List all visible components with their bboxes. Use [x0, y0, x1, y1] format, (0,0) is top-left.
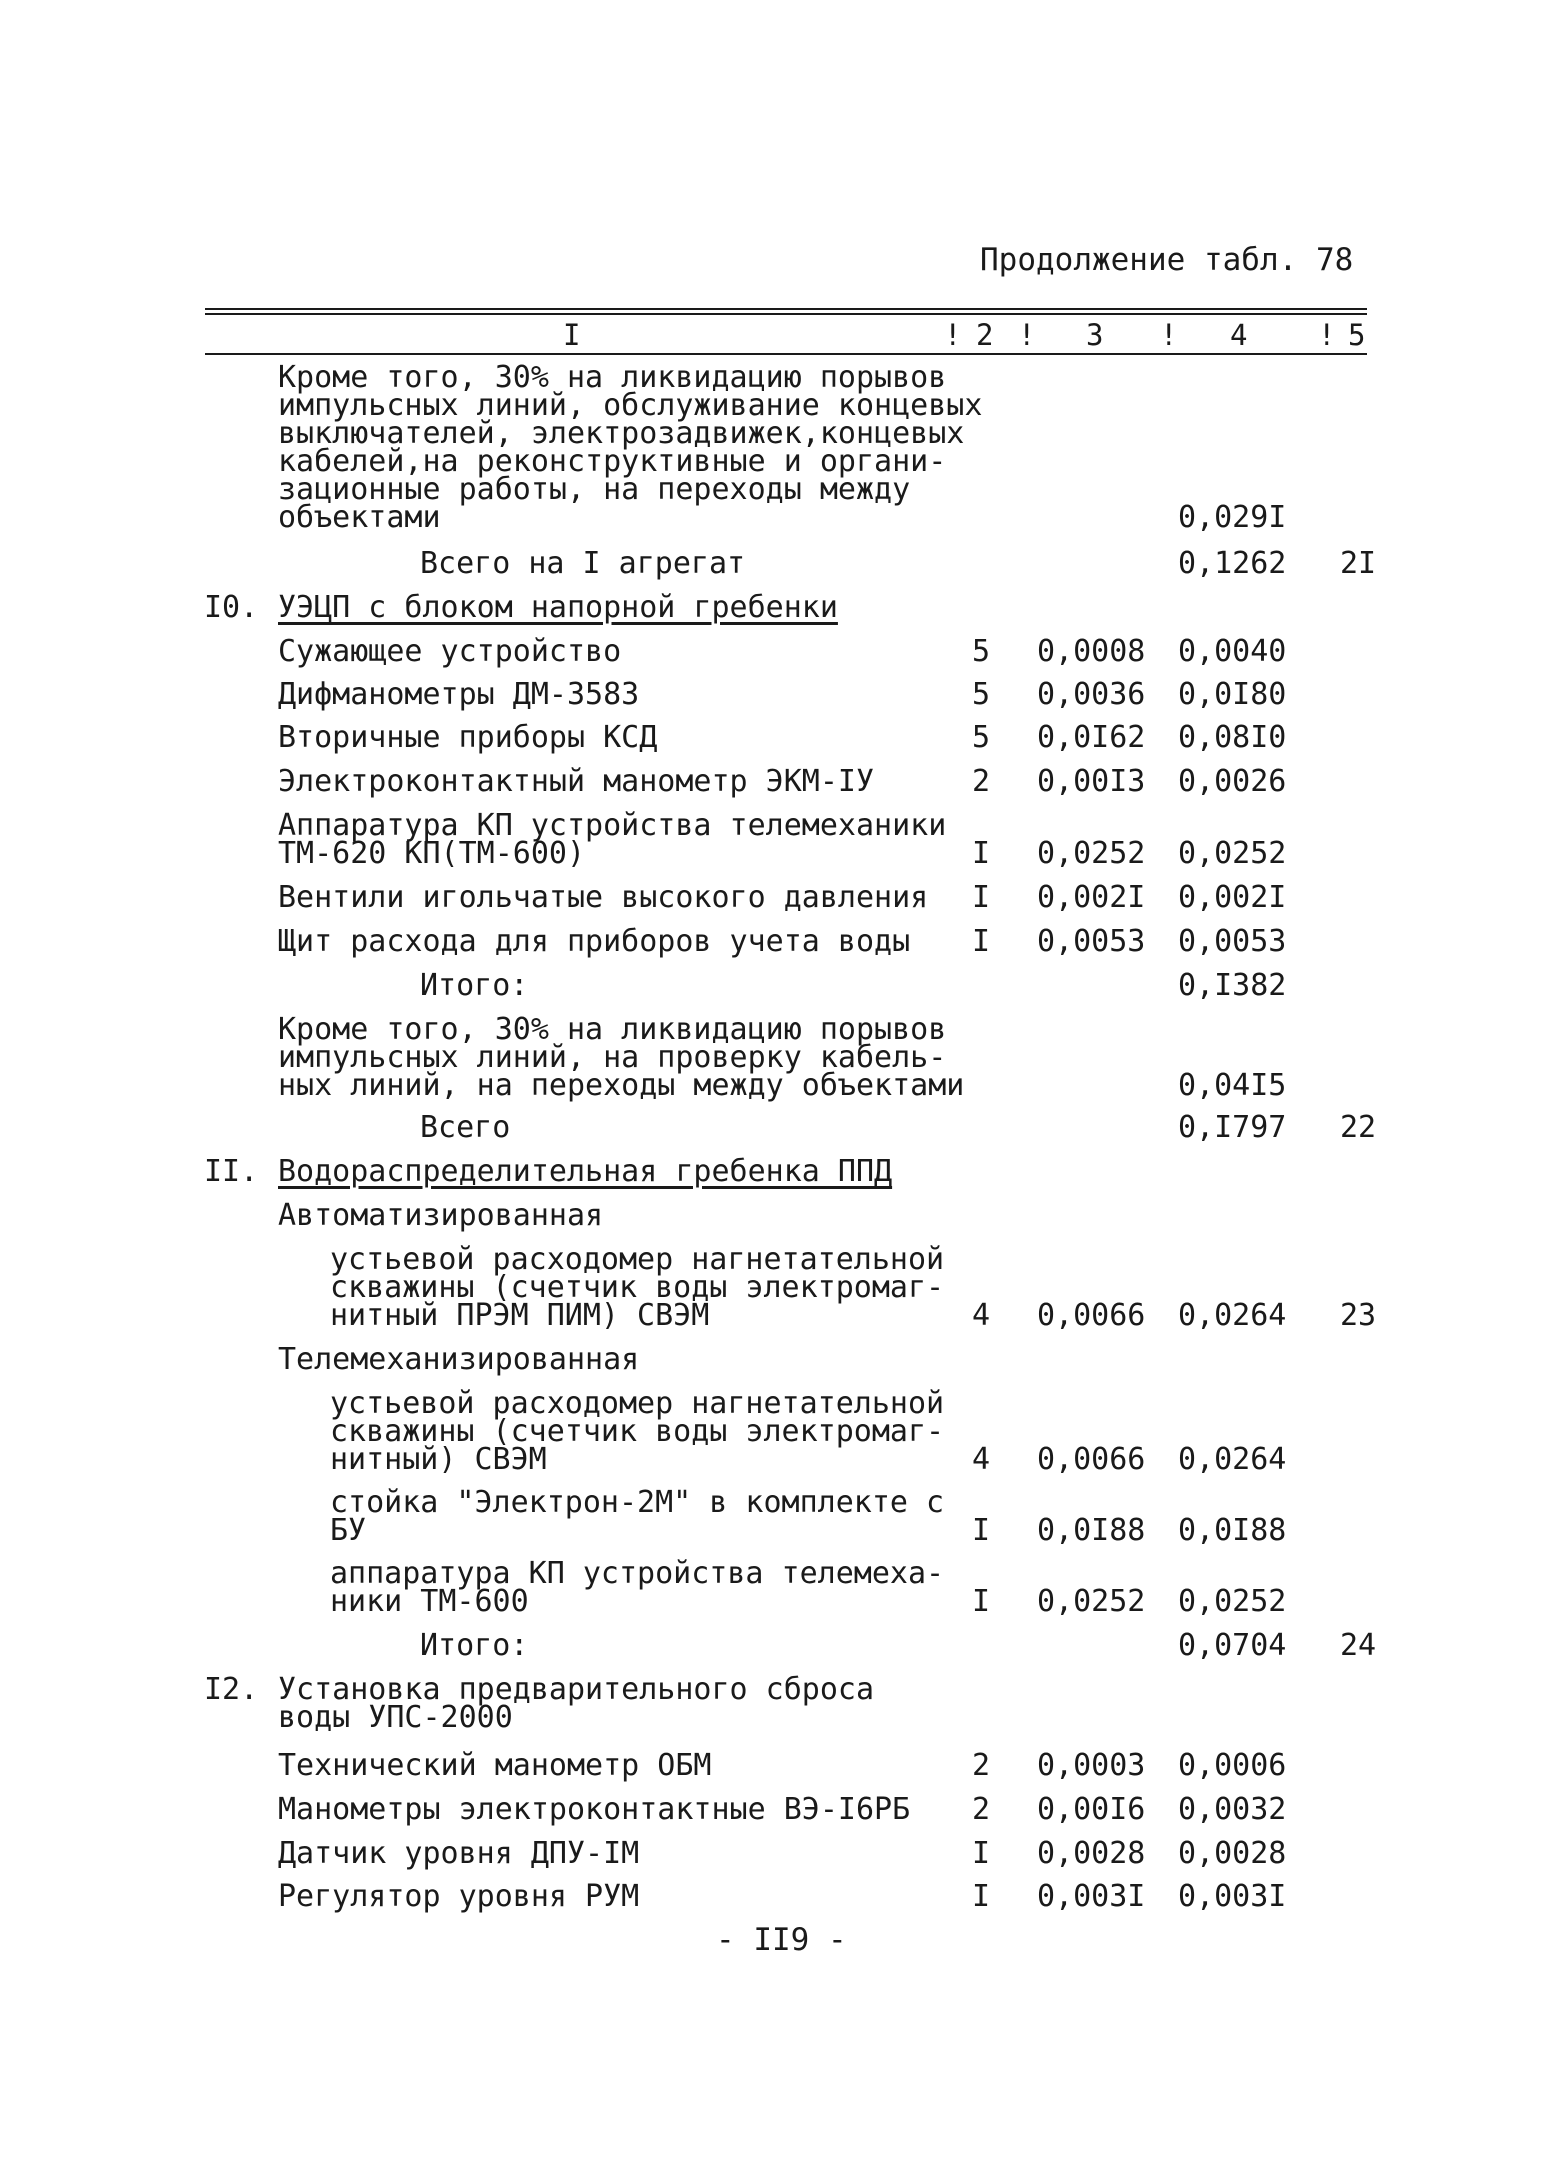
section-number: I0.: [204, 590, 259, 625]
row-col4: 0,0264: [1178, 1442, 1287, 1477]
row-col4: 0,0040: [1178, 634, 1287, 669]
row-col3: 0,0008: [1037, 634, 1146, 669]
row-description: Регулятор уровня РУМ: [278, 1879, 640, 1914]
column-header-1: I: [563, 318, 581, 352]
row-description: устьевой расходомер нагнетательной скважины (счетчик воды электромаг- нитный) СВЭМ: [330, 1386, 945, 1477]
row-qty: I: [972, 1836, 991, 1871]
row-col3: 0,0252: [1037, 1584, 1146, 1619]
row-col4: 0,029I: [1178, 500, 1287, 535]
row-col4: 0,0053: [1178, 924, 1287, 959]
row-col3: 0,0066: [1037, 1298, 1146, 1333]
row-description: Аппаратура КП устройства телемеханики ТМ-620 КП(ТМ-600): [278, 808, 947, 871]
subsection-title: Автоматизированная: [278, 1198, 604, 1233]
row-qty: 2: [972, 764, 991, 799]
row-col3: 0,0066: [1037, 1442, 1146, 1477]
row-description: Технический манометр ОБМ: [278, 1748, 712, 1783]
row-col4: 0,0264: [1178, 1298, 1287, 1333]
subsection-title: Телемеханизированная: [278, 1342, 640, 1377]
row-col4: 0,0032: [1178, 1792, 1287, 1827]
row-description: Итого:: [420, 1628, 529, 1663]
top-rule-2: [205, 313, 1367, 315]
row-qty: I: [972, 924, 991, 959]
row-description: Датчик уровня ДПУ-IМ: [278, 1836, 640, 1871]
row-col5: 24: [1340, 1628, 1377, 1663]
row-qty: 5: [972, 677, 991, 712]
column-header-4: 4: [1230, 318, 1248, 352]
row-description: Всего на I агрегат: [420, 546, 746, 581]
section-title: УЭЦП с блоком напорной гребенки: [278, 590, 838, 625]
section-title: Установка предварительного сброса воды УПС-2000: [278, 1672, 875, 1735]
table-caption: Продолжение табл. 78: [980, 242, 1354, 278]
column-separator: !: [1160, 318, 1178, 352]
row-col3: 0,00I6: [1037, 1792, 1146, 1827]
row-col3: 0,003I: [1037, 1879, 1146, 1914]
row-col3: 0,0003: [1037, 1748, 1146, 1783]
row-description: Сужающее устройство: [278, 634, 622, 669]
row-col4: 0,002I: [1178, 880, 1287, 915]
row-qty: I: [972, 880, 991, 915]
row-description: Всего: [420, 1110, 511, 1145]
row-qty: I: [972, 1513, 991, 1548]
row-col5: 23: [1340, 1298, 1377, 1333]
row-qty: I: [972, 1584, 991, 1619]
row-col4: 0,I797: [1178, 1110, 1287, 1145]
row-col4: 0,0252: [1178, 836, 1287, 871]
section-number: I2.: [204, 1672, 259, 1707]
row-description: Электроконтактный манометр ЭКМ-IУ: [278, 764, 875, 799]
top-rule: [205, 308, 1367, 310]
page-number: - II9 -: [716, 1922, 847, 1958]
header-rule: [205, 353, 1367, 355]
row-qty: 5: [972, 634, 991, 669]
column-separator: !: [944, 318, 962, 352]
row-qty: 2: [972, 1748, 991, 1783]
row-col4: 0,04I5: [1178, 1068, 1287, 1103]
row-description: Дифманометры ДМ-3583: [278, 677, 640, 712]
row-col4: 0,I382: [1178, 968, 1287, 1003]
column-separator: !: [1018, 318, 1036, 352]
row-col5: 22: [1340, 1110, 1377, 1145]
row-description: аппаратура КП устройства телемеха- ники ТМ-600: [330, 1556, 945, 1619]
row-col4: 0,0006: [1178, 1748, 1287, 1783]
column-header-5: 5: [1348, 318, 1366, 352]
row-col4: 0,1262: [1178, 546, 1287, 581]
row-description: Итого:: [420, 968, 529, 1003]
column-header-3: 3: [1086, 318, 1104, 352]
row-description: Манометры электроконтактные ВЭ-I6РБ: [278, 1792, 911, 1827]
row-qty: 4: [972, 1298, 991, 1333]
row-col3: 0,00I3: [1037, 764, 1146, 799]
row-description: Щит расхода для приборов учета воды: [278, 924, 911, 959]
row-qty: 2: [972, 1792, 991, 1827]
row-col3: 0,002I: [1037, 880, 1146, 915]
section-number: II.: [204, 1154, 259, 1189]
row-col4: 0,0I80: [1178, 677, 1287, 712]
row-qty: 4: [972, 1442, 991, 1477]
row-description: стойка "Электрон-2М" в комплекте с БУ: [330, 1485, 945, 1548]
row-col4: 0,0026: [1178, 764, 1287, 799]
row-col3: 0,0I88: [1037, 1513, 1146, 1548]
row-col5: 2I: [1340, 546, 1377, 581]
column-separator: !: [1318, 318, 1336, 352]
row-col3: 0,0I62: [1037, 720, 1146, 755]
row-col3: 0,0252: [1037, 836, 1146, 871]
row-col4: 0,003I: [1178, 1879, 1287, 1914]
row-col4: 0,08I0: [1178, 720, 1287, 755]
row-qty: I: [972, 836, 991, 871]
row-qty: I: [972, 1879, 991, 1914]
row-col3: 0,0053: [1037, 924, 1146, 959]
row-col4: 0,0252: [1178, 1584, 1287, 1619]
row-col4: 0,0I88: [1178, 1513, 1287, 1548]
row-description: Вентили игольчатые высокого давления: [278, 880, 929, 915]
row-description: Кроме того, 30% на ликвидацию порывов импульсных линий, обслуживание концевых выключателей, электрозадвижек,концевых кабелей,на реконструктивные и органи- зационные работы, на переходы между объектами: [278, 360, 983, 535]
row-col3: 0,0036: [1037, 677, 1146, 712]
row-col4: 0,0704: [1178, 1628, 1287, 1663]
row-description: устьевой расходомер нагнетательной скважины (счетчик воды электромаг- нитный ПРЭМ ПИМ) СВЭМ: [330, 1242, 945, 1333]
column-header-2: 2: [976, 318, 994, 352]
row-qty: 5: [972, 720, 991, 755]
section-title: Водораспределительная гребенка ППД: [278, 1154, 893, 1189]
row-description: Кроме того, 30% на ликвидацию порывов импульсных линий, на проверку кабель- ных линий, на переходы между объектами: [278, 1012, 965, 1103]
row-description: Вторичные приборы КСД: [278, 720, 658, 755]
row-col4: 0,0028: [1178, 1836, 1287, 1871]
row-col3: 0,0028: [1037, 1836, 1146, 1871]
